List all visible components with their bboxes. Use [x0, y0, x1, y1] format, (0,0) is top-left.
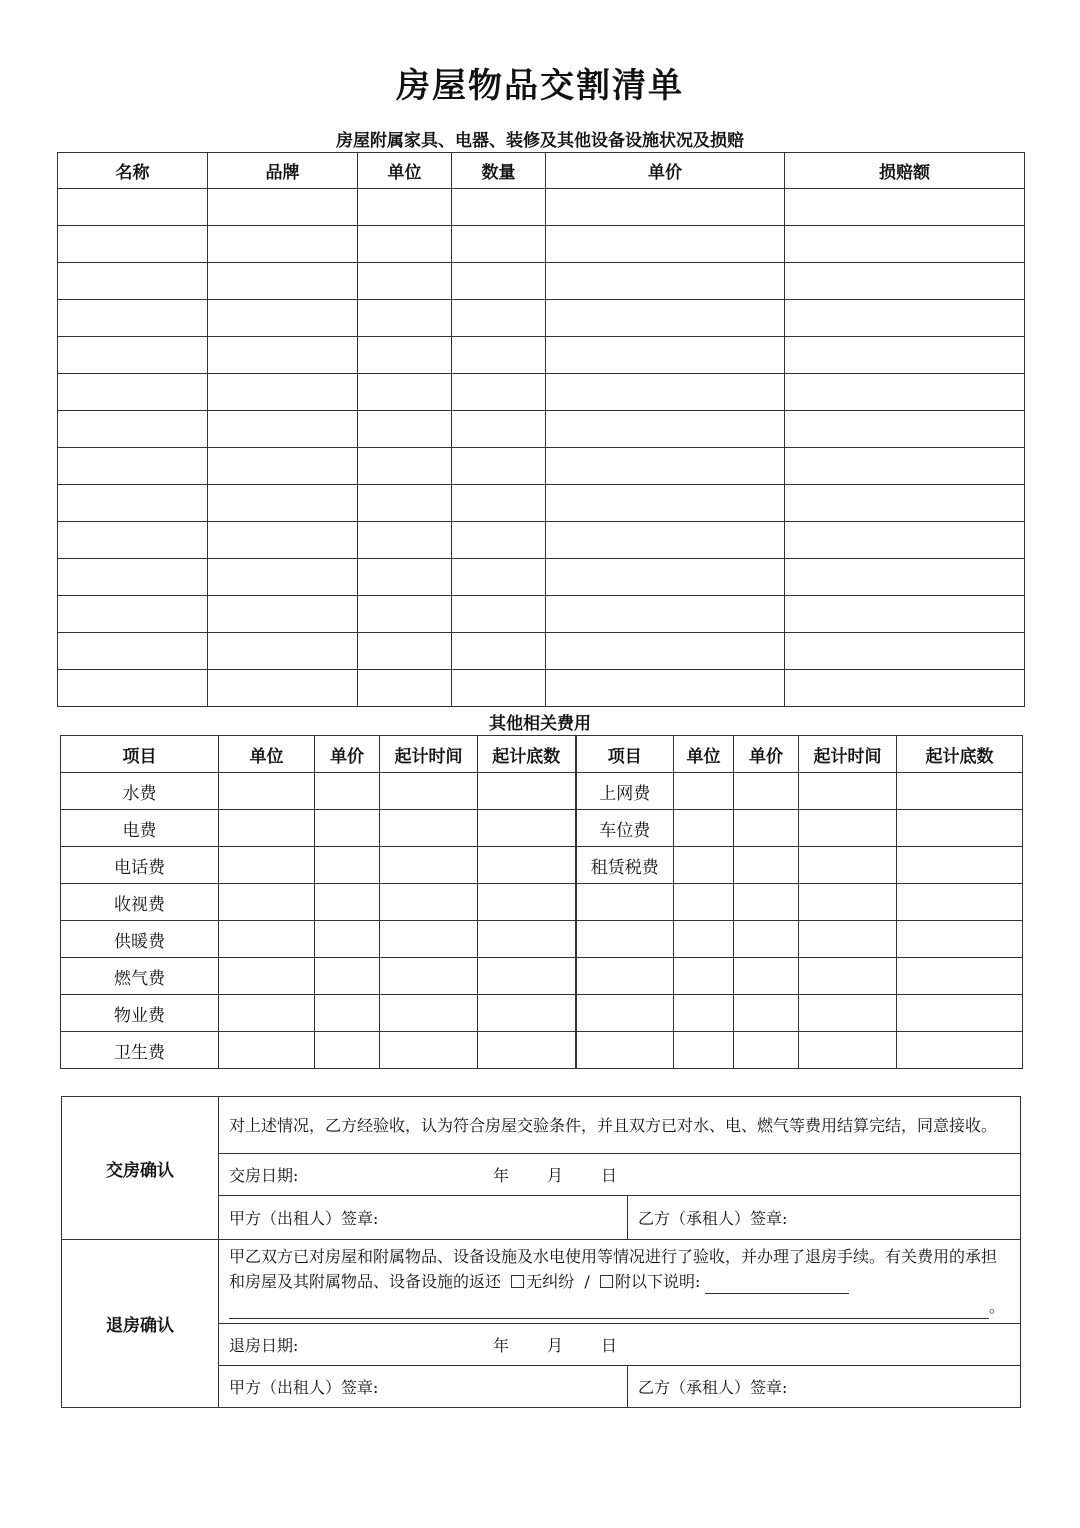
table-cell[interactable]: [452, 522, 546, 559]
table-cell[interactable]: [674, 810, 734, 847]
table-cell[interactable]: [799, 1032, 897, 1069]
table-cell[interactable]: [478, 773, 576, 810]
table-cell[interactable]: [208, 411, 358, 448]
table-cell[interactable]: [58, 337, 208, 374]
fee-item-label: 收视费: [61, 884, 219, 921]
table-cell[interactable]: [799, 995, 897, 1032]
table-cell[interactable]: [799, 921, 897, 958]
checkbox-note[interactable]: [600, 1275, 613, 1288]
fee-item-label: [576, 995, 674, 1032]
table-cell[interactable]: [219, 1032, 315, 1069]
table-cell[interactable]: [785, 411, 1025, 448]
table-row: [61, 884, 1023, 921]
table-cell[interactable]: [674, 958, 734, 995]
table-cell[interactable]: [546, 596, 785, 633]
table-cell[interactable]: [358, 670, 452, 707]
table-cell[interactable]: [546, 485, 785, 522]
table-cell[interactable]: [785, 633, 1025, 670]
checkout-label: 退房确认: [62, 1240, 219, 1408]
table-cell[interactable]: [315, 995, 380, 1032]
table-row: [58, 522, 1025, 559]
table-cell[interactable]: [734, 921, 799, 958]
header-item: 项目: [61, 736, 219, 773]
checkout-statement: [219, 1240, 1021, 1324]
end-mark: 。: [989, 1297, 1006, 1316]
year-label: 年: [493, 1336, 510, 1355]
table-cell[interactable]: [546, 559, 785, 596]
table-cell[interactable]: [358, 522, 452, 559]
header-name: 名称: [58, 153, 208, 189]
table-cell[interactable]: [380, 1032, 478, 1069]
note-line-1[interactable]: [705, 1275, 849, 1294]
table-cell[interactable]: [315, 884, 380, 921]
table-cell[interactable]: [452, 300, 546, 337]
table-cell[interactable]: [380, 921, 478, 958]
table-cell[interactable]: [208, 559, 358, 596]
table-cell[interactable]: [785, 485, 1025, 522]
table-cell[interactable]: [315, 810, 380, 847]
table-cell[interactable]: [58, 485, 208, 522]
party-a-label: 甲方（出租人）签章:: [229, 1209, 379, 1228]
fee-item-label: 电话费: [61, 847, 219, 884]
fee-item-label: 卫生费: [61, 1032, 219, 1069]
fee-item-label: [576, 884, 674, 921]
table-cell[interactable]: [546, 226, 785, 263]
section2-heading: 其他相关费用: [489, 714, 591, 734]
table-cell[interactable]: [208, 263, 358, 300]
table-cell[interactable]: [219, 921, 315, 958]
table-row: [58, 448, 1025, 485]
fee-item-label: 车位费: [576, 810, 674, 847]
table-cell[interactable]: [785, 670, 1025, 707]
table-cell[interactable]: [452, 337, 546, 374]
option-no-dispute-label: 无纠纷: [526, 1272, 575, 1291]
table-cell[interactable]: [897, 958, 1023, 995]
table-cell[interactable]: [799, 958, 897, 995]
table-cell[interactable]: [358, 226, 452, 263]
table-cell[interactable]: [546, 263, 785, 300]
table-cell[interactable]: [58, 411, 208, 448]
table-cell[interactable]: [546, 411, 785, 448]
party-a-label: 甲方（出租人）签章:: [229, 1378, 379, 1397]
table-row: [58, 374, 1025, 411]
table-cell[interactable]: [546, 337, 785, 374]
table-row: [58, 670, 1025, 707]
checkout-party-b-signature[interactable]: [628, 1366, 1021, 1408]
table-cell[interactable]: [452, 485, 546, 522]
fee-item-label: 电费: [61, 810, 219, 847]
table-cell[interactable]: [358, 300, 452, 337]
table-row: [58, 189, 1025, 226]
table-cell[interactable]: [315, 773, 380, 810]
table-row: [58, 226, 1025, 263]
handover-date-label: 交房日期:: [229, 1166, 299, 1185]
header-brand: 品牌: [208, 153, 358, 189]
table-cell[interactable]: [358, 596, 452, 633]
table-cell[interactable]: [208, 522, 358, 559]
table-cell[interactable]: [358, 411, 452, 448]
handover-party-a-signature[interactable]: [219, 1196, 628, 1240]
table-row: [61, 810, 1023, 847]
table-cell[interactable]: [358, 633, 452, 670]
table-cell[interactable]: [546, 670, 785, 707]
table-cell[interactable]: [358, 337, 452, 374]
table-cell[interactable]: [380, 847, 478, 884]
table-cell[interactable]: [208, 189, 358, 226]
header-item: 项目: [576, 736, 674, 773]
table-cell[interactable]: [58, 300, 208, 337]
header-price: 单价: [734, 736, 799, 773]
table-row: [58, 411, 1025, 448]
table-cell[interactable]: [380, 995, 478, 1032]
fee-item-label: 供暖费: [61, 921, 219, 958]
table-cell[interactable]: [58, 448, 208, 485]
table-cell[interactable]: [208, 670, 358, 707]
table-cell[interactable]: [785, 522, 1025, 559]
table-cell[interactable]: [546, 300, 785, 337]
table-header-row: [58, 153, 1025, 189]
day-label: 日: [601, 1336, 618, 1355]
table-cell[interactable]: [674, 773, 734, 810]
table-cell[interactable]: [358, 263, 452, 300]
table-row: [58, 596, 1025, 633]
table-cell[interactable]: [546, 633, 785, 670]
table-cell[interactable]: [734, 810, 799, 847]
table-cell[interactable]: [734, 847, 799, 884]
table-cell[interactable]: [897, 995, 1023, 1032]
checkout-date-row: [219, 1324, 1021, 1366]
table-row: [61, 958, 1023, 995]
header-unit: 单位: [219, 736, 315, 773]
table-cell[interactable]: [208, 633, 358, 670]
table-cell[interactable]: [897, 810, 1023, 847]
header-quantity: 数量: [452, 153, 546, 189]
checkout-party-a-signature[interactable]: [219, 1366, 628, 1408]
table-cell[interactable]: [58, 670, 208, 707]
table-cell[interactable]: [799, 810, 897, 847]
table-cell[interactable]: [208, 337, 358, 374]
header-compensation: 损赔额: [785, 153, 1025, 189]
table-cell[interactable]: [219, 958, 315, 995]
table-cell[interactable]: [897, 1032, 1023, 1069]
header-price: 单价: [315, 736, 380, 773]
fee-item-label: 物业费: [61, 995, 219, 1032]
header-start-time: 起计时间: [799, 736, 897, 773]
table-cell[interactable]: [208, 300, 358, 337]
checkout-statement-text: 甲乙双方已对房屋和附属物品、设备设施及水电使用等情况进行了验收，并办理了退房手续。有关费用的承担和房屋及其附属物品、设备设施的返还: [229, 1247, 998, 1291]
section1-heading: 房屋附属家具、电器、装修及其他设备设施状况及损赔: [336, 131, 744, 151]
header-unit: 单位: [358, 153, 452, 189]
table-row: [61, 1032, 1023, 1069]
party-b-label: 乙方（承租人）签章:: [638, 1378, 788, 1397]
table-cell[interactable]: [799, 773, 897, 810]
table-row: [58, 263, 1025, 300]
table-cell[interactable]: [58, 559, 208, 596]
table-row: [58, 633, 1025, 670]
table-cell[interactable]: [208, 374, 358, 411]
table-cell[interactable]: [674, 995, 734, 1032]
table-cell[interactable]: [734, 773, 799, 810]
handover-statement: 对上述情况，乙方经验收，认为符合房屋交验条件，并且双方已对水、电、燃气等费用结算完结，同意接收。: [219, 1097, 1021, 1154]
table-cell[interactable]: [785, 300, 1025, 337]
table-cell[interactable]: [785, 374, 1025, 411]
table-cell[interactable]: [452, 263, 546, 300]
table-cell[interactable]: [315, 847, 380, 884]
checkbox-no-dispute[interactable]: [511, 1275, 524, 1288]
handover-party-b-signature[interactable]: [628, 1196, 1021, 1240]
handover-label: 交房确认: [62, 1097, 219, 1240]
table-row: [58, 300, 1025, 337]
table-cell[interactable]: [478, 995, 576, 1032]
table-cell[interactable]: [785, 226, 1025, 263]
fee-item-label: 租赁税费: [576, 847, 674, 884]
table-cell[interactable]: [452, 189, 546, 226]
header-unit: 单位: [674, 736, 734, 773]
header-start-time: 起计时间: [380, 736, 478, 773]
table-cell[interactable]: [799, 884, 897, 921]
table-cell[interactable]: [58, 226, 208, 263]
table-cell[interactable]: [380, 958, 478, 995]
table-cell[interactable]: [799, 847, 897, 884]
table-cell[interactable]: [58, 189, 208, 226]
table-cell[interactable]: [452, 448, 546, 485]
table-row: [58, 485, 1025, 522]
fee-item-label: 上网费: [576, 773, 674, 810]
handover-date-row: [219, 1154, 1021, 1196]
table-cell[interactable]: [58, 596, 208, 633]
table-row: [61, 773, 1023, 810]
table-cell[interactable]: [734, 884, 799, 921]
table-header-row: [61, 736, 1023, 773]
table-cell[interactable]: [674, 1032, 734, 1069]
table-cell[interactable]: [734, 1032, 799, 1069]
table-row: [61, 921, 1023, 958]
header-start-reading: 起计底数: [478, 736, 576, 773]
table-cell[interactable]: [358, 189, 452, 226]
table-cell[interactable]: [315, 1032, 380, 1069]
table-cell[interactable]: [674, 847, 734, 884]
table-cell[interactable]: [546, 374, 785, 411]
table-cell[interactable]: [785, 263, 1025, 300]
table-cell[interactable]: [58, 374, 208, 411]
table-cell[interactable]: [219, 995, 315, 1032]
table-cell[interactable]: [546, 448, 785, 485]
table-cell[interactable]: [315, 921, 380, 958]
table-cell[interactable]: [380, 773, 478, 810]
table-cell[interactable]: [219, 884, 315, 921]
table-row: [61, 847, 1023, 884]
fee-item-label: [576, 958, 674, 995]
table-cell[interactable]: [219, 773, 315, 810]
table-cell[interactable]: [452, 559, 546, 596]
confirmation-table: [61, 1096, 1021, 1408]
note-line-2[interactable]: [229, 1300, 989, 1319]
table-cell[interactable]: [358, 374, 452, 411]
fee-item-label: 水费: [61, 773, 219, 810]
table-cell[interactable]: [785, 596, 1025, 633]
table-cell[interactable]: [785, 559, 1025, 596]
table-cell[interactable]: [478, 1032, 576, 1069]
table-cell[interactable]: [208, 596, 358, 633]
year-label: 年: [493, 1166, 510, 1185]
table-cell[interactable]: [452, 226, 546, 263]
table-cell[interactable]: [452, 670, 546, 707]
option-separator: /: [584, 1272, 590, 1291]
table-cell[interactable]: [208, 226, 358, 263]
table-cell[interactable]: [208, 448, 358, 485]
table-cell[interactable]: [478, 810, 576, 847]
checkout-date-label: 退房日期:: [229, 1336, 299, 1355]
fee-item-label: [576, 1032, 674, 1069]
table-cell[interactable]: [358, 485, 452, 522]
table-cell[interactable]: [58, 522, 208, 559]
table-cell[interactable]: [546, 189, 785, 226]
table-cell[interactable]: [785, 337, 1025, 374]
table-cell[interactable]: [58, 263, 208, 300]
table-cell[interactable]: [358, 448, 452, 485]
table-cell[interactable]: [358, 559, 452, 596]
table-cell[interactable]: [785, 189, 1025, 226]
table-cell[interactable]: [208, 485, 358, 522]
party-b-label: 乙方（承租人）签章:: [638, 1209, 788, 1228]
table-cell[interactable]: [452, 633, 546, 670]
document-title: 房屋物品交割清单: [396, 66, 684, 106]
furniture-table: [57, 152, 1025, 707]
table-cell[interactable]: [478, 884, 576, 921]
table-cell[interactable]: [897, 921, 1023, 958]
month-label: 月: [547, 1166, 564, 1185]
table-cell[interactable]: [452, 596, 546, 633]
table-row: [61, 995, 1023, 1032]
table-cell[interactable]: [734, 995, 799, 1032]
table-row: [58, 559, 1025, 596]
fee-item-label: [576, 921, 674, 958]
option-note-label: 附以下说明:: [614, 1272, 701, 1291]
table-cell[interactable]: [478, 921, 576, 958]
table-cell[interactable]: [315, 958, 380, 995]
table-cell[interactable]: [897, 847, 1023, 884]
fee-item-label: 燃气费: [61, 958, 219, 995]
table-cell[interactable]: [219, 847, 315, 884]
table-cell[interactable]: [674, 884, 734, 921]
table-cell[interactable]: [546, 522, 785, 559]
table-cell[interactable]: [785, 448, 1025, 485]
table-cell[interactable]: [734, 958, 799, 995]
table-row: [58, 337, 1025, 374]
table-cell[interactable]: [452, 411, 546, 448]
table-cell[interactable]: [478, 958, 576, 995]
day-label: 日: [601, 1166, 618, 1185]
table-cell[interactable]: [380, 884, 478, 921]
table-cell[interactable]: [897, 773, 1023, 810]
table-cell[interactable]: [897, 884, 1023, 921]
header-unit-price: 单价: [546, 153, 785, 189]
table-cell[interactable]: [452, 374, 546, 411]
table-cell[interactable]: [674, 921, 734, 958]
table-cell[interactable]: [58, 633, 208, 670]
table-cell[interactable]: [478, 847, 576, 884]
month-label: 月: [547, 1336, 564, 1355]
table-cell[interactable]: [219, 810, 315, 847]
table-cell[interactable]: [380, 810, 478, 847]
fees-table: [60, 735, 1023, 1069]
header-start-reading: 起计底数: [897, 736, 1023, 773]
